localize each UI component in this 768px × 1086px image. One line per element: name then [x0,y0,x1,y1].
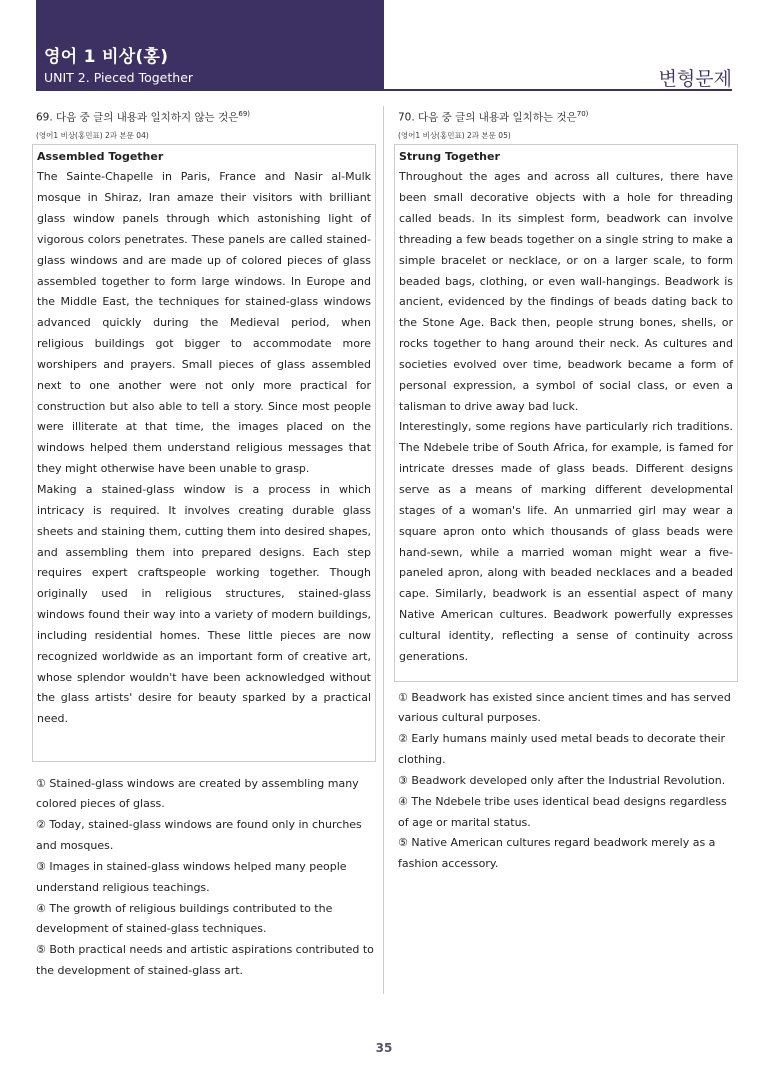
textbook-title: 영어 1 비상(홍) [44,47,169,67]
passage-paragraph: Interestingly, some regions have particularly rich traditions. The Ndebele tribe of South Africa, for example, is famed for intricate dresses made of glass beads. Different designs serve as a means of marking different developmental stages of a woman's life. An unmarried girl may wear a square apron onto which thousands of glass beads were hand-sewn, while a married woman might wear a five-paneled apron, along with beaded necklaces and a beaded cape. Similarly, beadwork is an essential aspect of many Native American cultures. Beadwork powerfully expresses cultural identity, reflecting a sense of continuity across generations. [399,420,733,663]
answer-option[interactable]: ⑤ Native American cultures regard beadwork merely as a fashion accessory. [398,836,716,871]
answer-options [394,688,738,876]
question-text: 70. 다음 중 글의 내용과 일치하는 것은 [398,111,577,124]
answer-option[interactable]: ③ Images in stained-glass windows helped many people understand religious teachings. [36,859,347,894]
question-70 [394,106,738,875]
footnote-marker: 69) [238,110,250,118]
unit-title: UNIT 2. Pieced Together [44,70,194,85]
answer-option[interactable]: ② Today, stained-glass windows are found only in churches and mosques. [36,818,362,853]
footnote-marker: 70) [576,110,589,118]
passage-paragraph: Throughout the ages and across all cultures, there have been small decorative objects with a hole for threading called beads. In its simplest form, beadwork can involve threading a few beads together on a single string to make a simple bracelet or necklace, or on a larger scale, to form beaded bags, clothing, or even wall-hangings. Beadwork is ancient, evidenced by the findings of beads dating back to the Stone Age. Back then, people strung bones, shells, or rocks together to hang around their neck. As cultures and societies evolved over time, beadwork became a form of personal expression, a symbol of social class, or even a talisman to drive away bad luck. [399,170,733,413]
question-text: 69. 다음 중 글의 내용과 일치하지 않는 것은 [36,111,239,124]
passage-paragraph: The Sainte-Chapelle in Paris, France and Nasir al-Mulk mosque in Shiraz, Iran amaze their visitors with brilliant glass window panels through which astonishing light of vigorous colors penetrates. These panels are called stained-glass windows and are made up of colored pieces of glass assembled together to form large windows. In Europe and the Middle East, the techniques for stained-glass windows advanced quickly during the Medieval period, when religious buildings got bigger to accommodate more worshipers and prayers. Small pieces of glass assembled next to one another were not only more practical for construction but also able to tell a story. Since most people were illiterate at that time, the images placed on the windows helped them understand religious messages that they might otherwise have been unable to grasp. [37,170,371,476]
answer-option[interactable]: ① Beadwork has existed since ancient times and has served various cultural purposes. [398,690,731,725]
section-label: 변형문제 [658,68,732,90]
answer-option[interactable]: ④ The Ndebele tribe uses identical bead designs regardless of age or marital status. [398,794,727,829]
passage-box [394,144,738,682]
answer-option[interactable]: ④ The growth of religious buildings contributed to the development of stained-glass techniques. [36,901,333,936]
answer-option[interactable]: ② Early humans mainly used metal beads to decorate their clothing. [398,732,726,767]
question-69 [32,106,376,982]
passage-title: Strung Together [399,149,500,163]
answer-options [32,774,376,982]
header-band [36,0,384,91]
column-divider [383,106,384,994]
question-source: (영어1 비상(홍민표) 2과 본문 05) [398,130,511,140]
page-number: 35 [375,1041,393,1055]
answer-option[interactable]: ③ Beadwork developed only after the Industrial Revolution. [398,773,726,787]
passage-box [32,144,376,762]
answer-option[interactable]: ① Stained-glass windows are created by assembling many colored pieces of glass. [36,776,359,811]
answer-option[interactable]: ⑤ Both practical needs and artistic aspirations contributed to the development of stained-glass art. [36,943,374,978]
question-title [394,106,738,126]
question-title [32,106,376,126]
passage-paragraph: Making a stained-glass window is a process in which intricacy is required. It involves creating durable glass sheets and staining them, cutting them into desired shapes, and assembling them into prepared designs. Each step requires expert craftspeople working together. Though originally used in religious structures, stained-glass windows found their way into a variety of modern buildings, including residential homes. These little pieces are now recognized worldwide as an important form of creative art, whose splendor wouldn't have been acknowledged without the glass artists' desire for beauty sparked by a practical need. [37,483,371,726]
question-source: (영어1 비상(홍민표) 2과 본문 04) [36,130,149,140]
passage-title: Assembled Together [37,149,164,163]
